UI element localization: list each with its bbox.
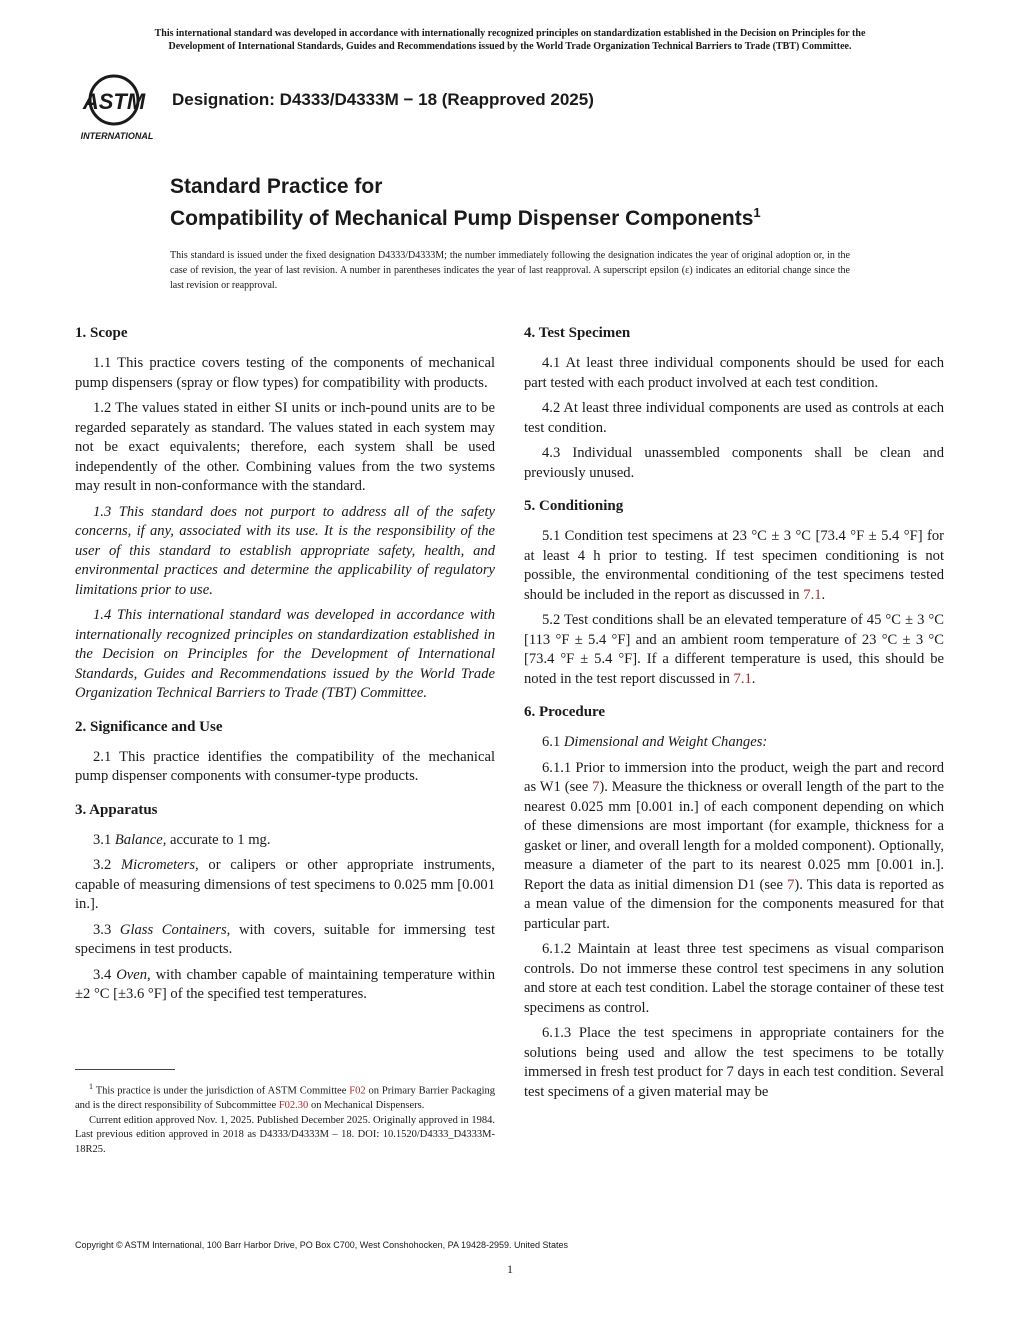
issuance-note: This standard is issued under the fixed designation D4333/D4333M; the number immediately following the designation indicates the year of original adoption or, in the case of revision, the year of last revision. A number in parentheses indicates the year of last reapproval. A superscript epsilon (ε) indicates an editorial change since the last revision or reapproval. [170, 250, 850, 291]
page-number: 1 [507, 1262, 513, 1276]
para-1-1: 1.1 This practice covers testing of the components of mechanical pump dispensers (spray or flow types) for compatibility with products. [75, 355, 495, 391]
right-column [524, 322, 944, 1108]
footnote-edition: Current edition approved Nov. 1, 2025. Published December 2025. Originally approved in 1984. Last previous edition approved in 2018 as D4333/D4333M – 18. DOI: 10.1520/D4333_D4333M-18R25. [75, 1114, 495, 1155]
section-5-heading: 5. Conditioning [524, 498, 624, 514]
title-line-2 [170, 200, 761, 232]
para-5-1: 5.1 Condition test specimens at 23 °C ± 3 °C [73.4 °F ± 5.4 °F] for at least 4 h prior to testing. If test specimen conditioning is not possible, the environmental conditioning of the test specimens tested should be included in the report as discussed in 7.1. [524, 528, 944, 603]
para-6-1: 6.1 Dimensional and Weight Changes: [542, 734, 768, 750]
para-6-1-1: 6.1.1 Prior to immersion into the product, weigh the part and record as W1 (see 7). Measure the thickness or overall length of the part to the nearest 0.025 mm [0.001 in.] of each component depending on which of these dimensions are most important (for example, thickness for a gasket or liner, and overall length for a molded component). Optionally, measure a diameter of the part to its nearest 0.025 mm [0.001 in.]. Report the data as initial dimension D1 (see 7). This data is reported as a mean value of the dimension for the components measured for that particular part. [524, 759, 945, 932]
title-line-1: Standard Practice for [170, 175, 383, 198]
para-5-2: 5.2 Test conditions shall be an elevated temperature of 45 °C ± 3 °C [113 °F ± 5.4 °F] and an ambient room temperature of 23 °C ± 3 °C [73.4 °F ± 5.4 °F]. If a different temperature is used, this should be noted in the test report discussed in 7.1. [524, 612, 944, 687]
footnote-1: $^1$ This practice is under the jurisdiction of ASTM Committee F02 on Primary Barrier Packaging and is the direct responsibility of Subcommittee F02.30 on Mechanical Dispensers. [75, 1082, 495, 1111]
section-1-heading: 1. Scope [75, 325, 128, 341]
document-title [170, 174, 761, 232]
title-footnote-mark: 1 [753, 205, 761, 220]
astm-logo-icon [72, 74, 162, 142]
left-column [75, 322, 495, 1011]
para-3-3: 3.3 Glass Containers, with covers, suitable for immersing test specimens in test products. [75, 921, 496, 957]
para-4-3: 4.3 Individual unassembled components shall be clean and previously unused. [524, 445, 944, 481]
link-7-1[interactable]: 7.1 [803, 586, 822, 603]
section-3-heading: 3. Apparatus [75, 801, 158, 818]
para-6-1-3: 6.1.3 Place the test specimens in appropriate containers for the solutions being used and allow the test specimens to be totally immersed in fresh test product for 7 days in each test condition. Several test specimens of a given material may be [524, 1025, 944, 1100]
para-3-1: 3.1 Balance, accurate to 1 mg. [93, 831, 271, 848]
para-6-1-2: 6.1.2 Maintain at least three test specimens as visual comparison controls. Do not immerse these control test specimens in any solution and store at each test condition. Label the storage container of these test specimens as control. [524, 941, 944, 1016]
logo-subtext: INTERNATIONAL [80, 131, 154, 141]
para-1-2: 1.2 The values stated in either SI units or inch-pound units are to be regarded separately as standard. The values stated in each system may not be exact equivalents; therefore, each system shall be used independently of the other. Combining values from the two systems may result in non-conformance with the standard. [75, 400, 495, 494]
para-3-4: 3.4 Oven, with chamber capable of maintaining temperature within ±2 °C [±3.6 °F] of the specified test temperatures. [75, 966, 496, 1002]
link-f02[interactable]: F02 [349, 1085, 366, 1097]
link-section-7[interactable]: 7 [592, 779, 600, 795]
para-3-2: 3.2 Micrometers, or calipers or other appropriate instruments, capable of measuring dimensions of test specimens to 0.025 mm [0.001 in.]. [75, 857, 495, 912]
link-section-7[interactable]: 7 [787, 876, 795, 893]
international-standard-notice [60, 27, 960, 53]
footnote-divider [75, 1069, 175, 1070]
logo-text: ASTM [82, 89, 146, 114]
title-text: Compatibility of Mechanical Pump Dispenser Components [170, 207, 754, 230]
link-f02-30[interactable]: F02.30 [278, 1100, 309, 1111]
para-1-4: 1.4 This international standard was developed in accordance with internationally recognized principles on standardization established in the Decision on Principles for the Development of International Standards, Guides and Recommendations issued by the World Trade Organization Technical Barriers to Trade (TBT) Committee. [75, 607, 495, 701]
para-4-1: 4.1 At least three individual components should be used for each part tested with each product involved at each test condition. [524, 355, 944, 391]
notice-line-1: This international standard was developed in accordance with internationally recognized principles on standardization established in the Decision on Principles for the [154, 28, 866, 39]
para-4-2: 4.2 At least three individual components are used as controls at each test condition. [524, 400, 944, 436]
section-2-heading: 2. Significance and Use [75, 718, 223, 735]
copyright: Copyright © ASTM International, 100 Barr Harbor Drive, PO Box C700, West Conshohocken, PA 19428-2959. United States [75, 1240, 569, 1250]
para-2-1: 2.1 This practice identifies the compatibility of the mechanical pump dispenser components with consumer-type products. [75, 748, 495, 784]
designation: Designation: D4333/D4333M − 18 (Reapproved 2025) [172, 90, 594, 109]
para-1-3: 1.3 This standard does not purport to address all of the safety concerns, if any, associated with its use. It is the responsibility of the user of this standard to establish appropriate safety, health, and environmental practices and determine the applicability of regulatory limitations prior to use. [75, 503, 495, 598]
section-4-heading: 4. Test Specimen [524, 325, 631, 341]
link-7-1[interactable]: 7.1 [733, 670, 752, 687]
notice-line-2: Development of International Standards, Guides and Recommendations issued by the World Trade Organization Technical Barriers to Trade (TBT) Committee. [168, 41, 852, 52]
footnote [75, 1080, 495, 1157]
section-6-heading: 6. Procedure [524, 704, 606, 720]
